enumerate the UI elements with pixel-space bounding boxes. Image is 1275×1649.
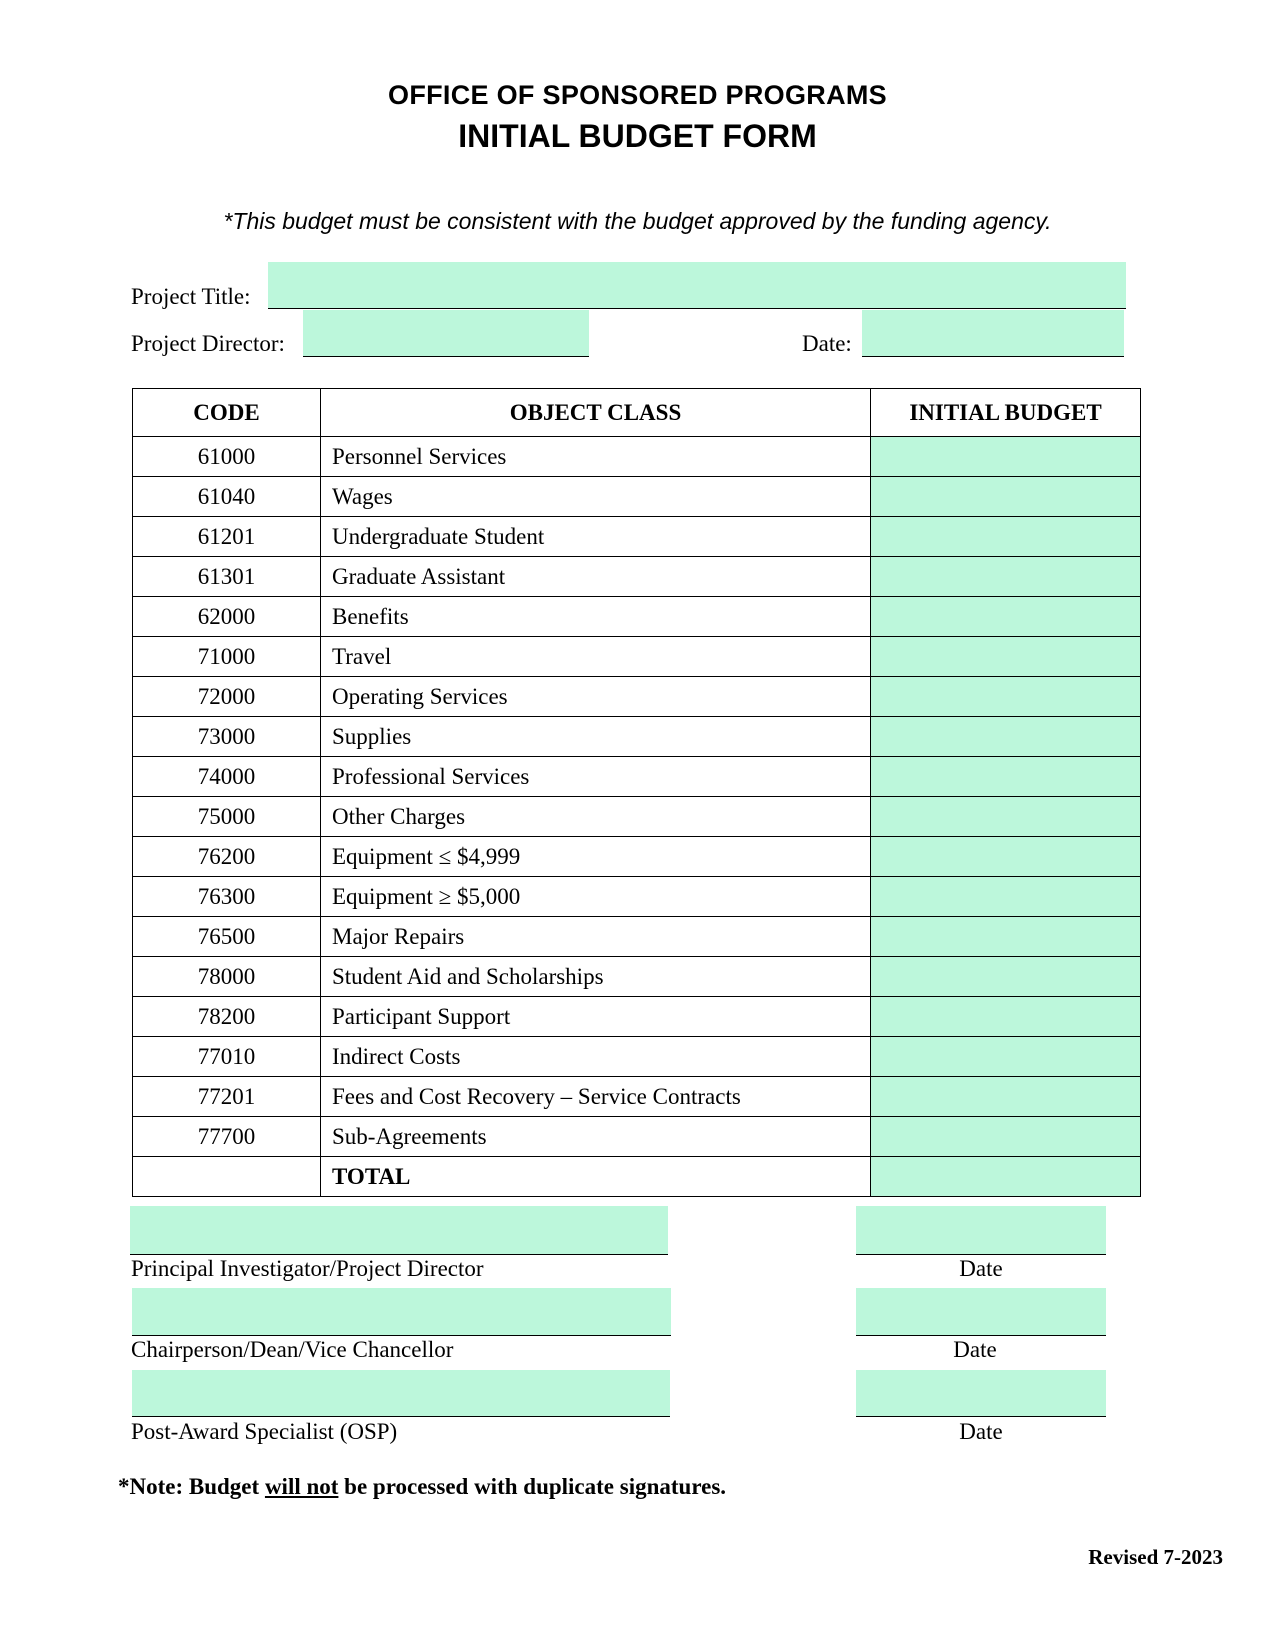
budget-amount-input[interactable] [871, 797, 1141, 837]
chair-date-label: Date [953, 1337, 997, 1362]
pi-date-label: Date [959, 1256, 1003, 1281]
chair-signature-label: Chairperson/Dean/Vice Chancellor [131, 1337, 454, 1362]
chair-signature-date-field[interactable] [856, 1288, 1106, 1336]
object-class-cell: Major Repairs [321, 917, 871, 957]
table-row [133, 677, 1141, 717]
note-text-before: *Note: Budget [118, 1474, 265, 1499]
table-row [133, 757, 1141, 797]
form-title: INITIAL BUDGET FORM [458, 118, 817, 154]
project-title-input[interactable] [268, 262, 1126, 309]
table-row [133, 717, 1141, 757]
project-director-label: Project Director: [131, 331, 285, 356]
office-heading: OFFICE OF SPONSORED PROGRAMS [388, 80, 887, 110]
code-cell: 77010 [133, 1037, 321, 1077]
note-text-after: be processed with duplicate signatures. [338, 1474, 727, 1499]
budget-amount-input[interactable] [871, 597, 1141, 637]
date-input[interactable] [862, 310, 1124, 357]
object-class-cell: Wages [321, 477, 871, 517]
table-row [133, 597, 1141, 637]
code-cell: 76300 [133, 877, 321, 917]
table-row [133, 797, 1141, 837]
code-cell: 71000 [133, 637, 321, 677]
object-class-cell: Supplies [321, 717, 871, 757]
budget-amount-input[interactable] [871, 997, 1141, 1037]
total-amount-input[interactable] [871, 1157, 1141, 1197]
budget-amount-input[interactable] [871, 917, 1141, 957]
budget-amount-input[interactable] [871, 717, 1141, 757]
object-class-cell: Benefits [321, 597, 871, 637]
object-class-cell: Graduate Assistant [321, 557, 871, 597]
budget-amount-input[interactable] [871, 1117, 1141, 1157]
budget-amount-input[interactable] [871, 877, 1141, 917]
code-cell: 76200 [133, 837, 321, 877]
budget-amount-input[interactable] [871, 837, 1141, 877]
code-cell: 78000 [133, 957, 321, 997]
budget-table [132, 388, 1141, 1197]
table-row [133, 957, 1141, 997]
code-cell: 73000 [133, 717, 321, 757]
object-class-cell: Fees and Cost Recovery – Service Contracts [321, 1077, 871, 1117]
budget-amount-input[interactable] [871, 677, 1141, 717]
header-object-class: OBJECT CLASS [321, 389, 871, 437]
project-director-input[interactable] [303, 310, 589, 357]
osp-date-label: Date [959, 1419, 1003, 1444]
code-cell: 76500 [133, 917, 321, 957]
budget-amount-input[interactable] [871, 477, 1141, 517]
table-row [133, 997, 1141, 1037]
osp-signature-field[interactable] [132, 1370, 670, 1417]
object-class-cell: Participant Support [321, 997, 871, 1037]
chair-signature-field[interactable] [132, 1288, 671, 1336]
pi-signature-label: Principal Investigator/Project Director [131, 1256, 484, 1281]
budget-amount-input[interactable] [871, 517, 1141, 557]
code-cell: 61040 [133, 477, 321, 517]
header-initial-budget: INITIAL BUDGET [871, 389, 1141, 437]
table-header-row [133, 389, 1141, 437]
code-cell: 74000 [133, 757, 321, 797]
object-class-cell: Operating Services [321, 677, 871, 717]
code-cell: 75000 [133, 797, 321, 837]
code-cell: 61000 [133, 437, 321, 477]
object-class-cell: Travel [321, 637, 871, 677]
consistency-notice: *This budget must be consistent with the budget approved by the funding agency. [223, 208, 1052, 234]
table-row [133, 837, 1141, 877]
pi-signature-field[interactable] [130, 1206, 668, 1255]
budget-amount-input[interactable] [871, 637, 1141, 677]
table-row [133, 917, 1141, 957]
osp-signature-label: Post-Award Specialist (OSP) [131, 1419, 398, 1444]
revision-label: Revised 7-2023 [1088, 1545, 1223, 1569]
table-row [133, 1077, 1141, 1117]
table-row [133, 477, 1141, 517]
object-class-cell: Equipment ≥ $5,000 [321, 877, 871, 917]
table-row [133, 637, 1141, 677]
object-class-cell: Personnel Services [321, 437, 871, 477]
pi-signature-date-field[interactable] [856, 1206, 1106, 1255]
project-title-label: Project Title: [131, 284, 251, 309]
table-row [133, 877, 1141, 917]
code-cell: 77201 [133, 1077, 321, 1117]
note-text-underlined: will not [264, 1474, 339, 1499]
table-row [133, 437, 1141, 477]
object-class-cell: Equipment ≤ $4,999 [321, 837, 871, 877]
object-class-cell: Indirect Costs [321, 1037, 871, 1077]
object-class-cell: Sub-Agreements [321, 1117, 871, 1157]
code-cell: 78200 [133, 997, 321, 1037]
budget-amount-input[interactable] [871, 437, 1141, 477]
budget-amount-input[interactable] [871, 1037, 1141, 1077]
osp-signature-date-field[interactable] [856, 1370, 1106, 1417]
duplicate-signature-note [118, 1474, 726, 1500]
header-code: CODE [133, 389, 321, 437]
object-class-cell: Undergraduate Student [321, 517, 871, 557]
object-class-cell: Professional Services [321, 757, 871, 797]
budget-amount-input[interactable] [871, 957, 1141, 997]
object-class-cell: Other Charges [321, 797, 871, 837]
code-cell: 61201 [133, 517, 321, 557]
budget-amount-input[interactable] [871, 557, 1141, 597]
total-row [133, 1157, 1141, 1197]
code-cell: 62000 [133, 597, 321, 637]
date-label: Date: [802, 331, 852, 356]
code-cell: 61301 [133, 557, 321, 597]
code-cell: 72000 [133, 677, 321, 717]
table-row [133, 1037, 1141, 1077]
total-code-cell [133, 1157, 321, 1197]
table-row [133, 557, 1141, 597]
budget-amount-input[interactable] [871, 757, 1141, 797]
object-class-cell: Student Aid and Scholarships [321, 957, 871, 997]
table-row [133, 517, 1141, 557]
code-cell: 77700 [133, 1117, 321, 1157]
budget-amount-input[interactable] [871, 1077, 1141, 1117]
table-row [133, 1117, 1141, 1157]
total-label: TOTAL [321, 1157, 871, 1197]
